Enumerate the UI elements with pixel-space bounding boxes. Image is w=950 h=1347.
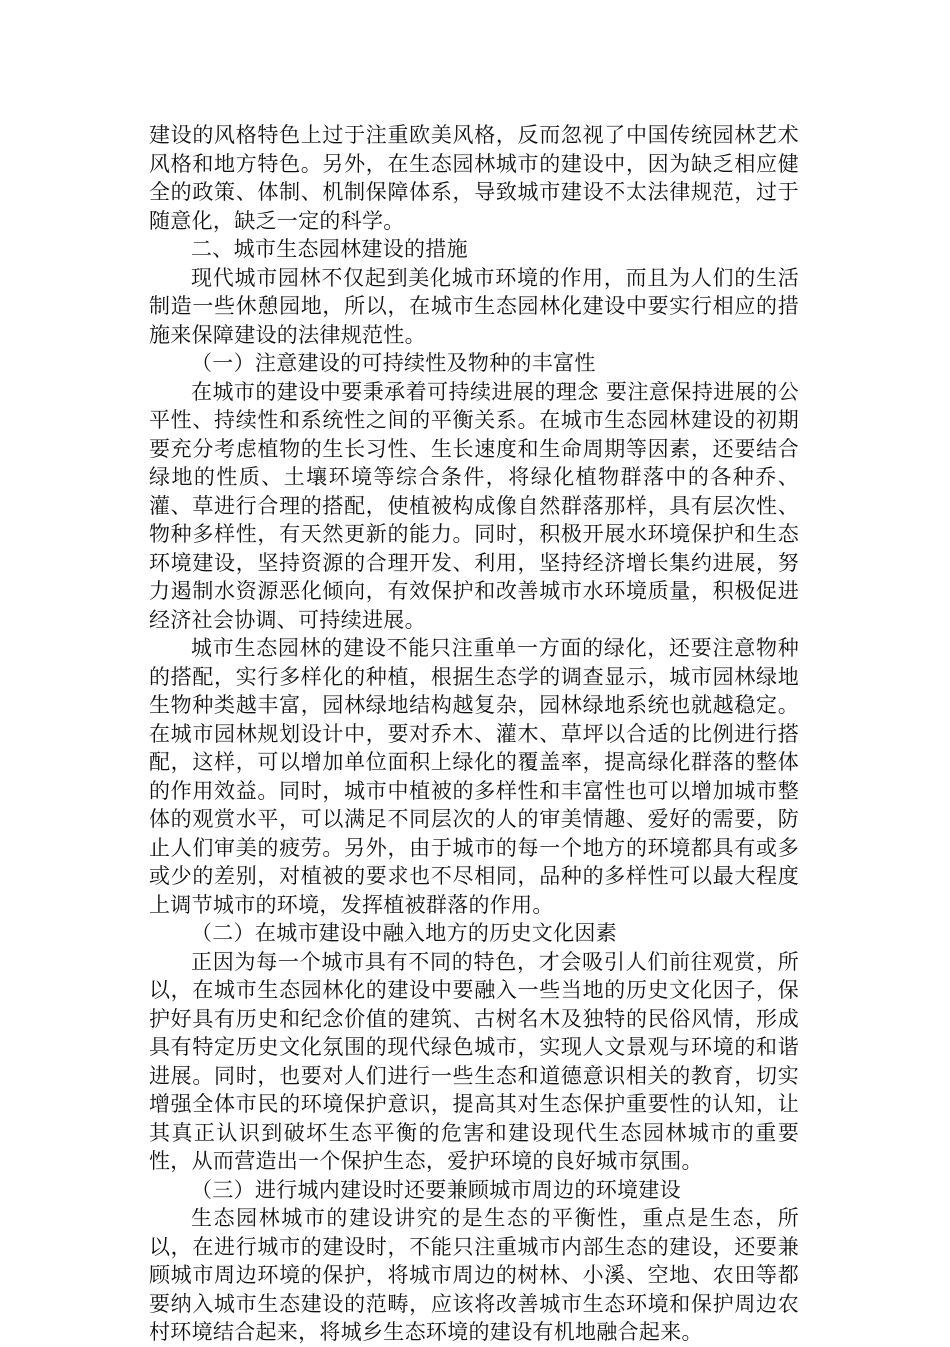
section-heading-measures: 二、城市生态园林建设的措施 xyxy=(191,237,468,261)
subsection-heading-3: （三）进行城内建设时还要兼顾城市周边的环境建设 xyxy=(191,1177,681,1202)
paragraph-history-culture: 正因为每一个城市具有不同的特色，才会吸引人们前往观赏，所以，在城市生态园林化的建设中要融入一些当地的历史文化因子，保护好具有历史和纪念价值的建筑、古树名木及独特的民俗风情，形成具有特定历史文化氛围的现代绿色城市，实现人文景观与环境的和谐进展。同时，也要对人们进行一些生态和道德意识相关的教育，切实增强全体市民的环境保护意识，提高其对生态保护重要性的认知，让其真正认识到破坏生态平衡的危害和建设现代生态园林城市的重要性，从而营造出一个保护生态，爱护环境的良好城市氛围。 xyxy=(149,949,799,1173)
subsection-heading-1: （一）注意建设的可持续性及物种的丰富性 xyxy=(191,351,596,375)
paragraph-intro: 现代城市园林不仅起到美化城市环境的作用，而且为人们的生活制造一些休憩园地，所以，在城市生态园林化建设中要实行相应的措施来保障建设的法律规范性。 xyxy=(149,265,799,347)
paragraph-species-diversity: 城市生态园林的建设不能只注重单一方面的绿化，还要注意物种的搭配，实行多样化的种植，根据生态学的调查显示，城市园林绿地生物种类越丰富，园林绿地结构越复杂，园林绿地系统也就越稳定。在城市园林规划设计中，要对乔木、灌木、草坪以合适的比例进行搭配，这样，可以增加单位面积上绿化的覆盖率，提高绿化群落的整体的作用效益。同时，城市中植被的多样性和丰富性也可以增加城市整体的观赏水平，可以满足不同层次的人的审美情趣、爱好的需要，防止人们审美的疲劳。另外，由于城市的每一个地方的环境都具有或多或少的差别，对植被的要求也不尽相同，品种的多样性可以最大程度上调节城市的环境，发挥植被群落的作用。 xyxy=(149,636,799,917)
paragraph-continuation: 建设的风格特色上过于注重欧美风格，反而忽视了中国传统园林艺术风格和地方特色。另外，在生态园林城市的建设中，因为缺乏相应健全的政策、体制、机制保障体系，导致城市建设不太法律规范，过于随意化，缺乏一定的科学。 xyxy=(149,123,799,233)
subsection-heading-2: （二）在城市建设中融入地方的历史文化因素 xyxy=(191,921,617,945)
paragraph-sustainability: 在城市的建设中要秉承着可持续进展的理念 要注意保持进展的公平性、持续性和系统性之间的平衡关系。在城市生态园林建设的初期要充分考虑植物的生长习性、生长速度和生命周期等因素，还要结合绿地的性质、土壤环境等综合条件，将绿化植物群落中的各种乔、灌、草进行合理的搭配，使植被构成像自然群落那样，具有层次性、物种多样性，有天然更新的能力。同时，积极开展水环境保护和生态环境建设，坚持资源的合理开发、利用，坚持经济增长集约进展，努力遏制水资源恶化倾向，有效保护和改善城市水环境质量，积极促进经济社会协调、可持续进展。 xyxy=(149,379,799,632)
paragraph-surrounding-environment: 生态园林城市的建设讲究的是生态的平衡性，重点是生态，所以，在进行城市的建设时，不能只注重城市内部生态的建设，还要兼顾城市周边环境的保护，将城市周边的树林、小溪、空地、农田等都要纳入城市生态建设的范畴，应该将改善城市生态环境和保护周边农村环境结合起来，将城乡生态环境的建设有机地融合起来。 xyxy=(149,1206,799,1344)
document-body xyxy=(149,121,799,1347)
